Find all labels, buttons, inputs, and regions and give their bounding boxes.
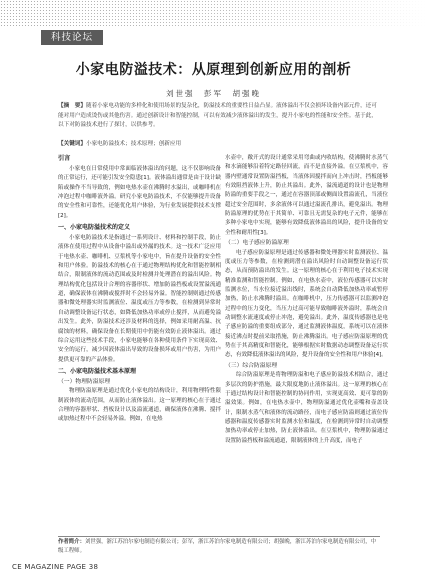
keywords-label: 【关键词】 <box>58 141 86 147</box>
section-heading: 一、小家电防溢技术的定义 <box>58 224 131 232</box>
footnote-label: 作者简介： <box>58 539 85 545</box>
header-band <box>0 0 427 26</box>
section-tag: 科技论坛 <box>41 30 103 45</box>
abstract <box>58 102 378 131</box>
left-column <box>58 154 221 425</box>
body-paragraph: 物理防溢原理是通过优化小家电的结构设计，利用物理特性限制液体的流动范围，从而防止液体溢出。这一原理的核心在于通过合理的容器形状、挡板设计以及溢流通道，确保液体在沸腾、搅拌或加热过程中不会轻易外溢。例如，在电热 <box>58 388 221 423</box>
header-dot-pattern <box>0 0 427 26</box>
footnote-text: 刘世强，浙江苏泊尔家电制造有限公司；彭军，浙江苏泊尔家电制造有限公司；胡强晚，浙江苏泊尔家电制造有限公司，中级工程师。 <box>58 539 377 554</box>
article-authors: 刘世强 彭军 胡强晚 <box>166 89 261 98</box>
section-heading: 引言 <box>58 155 71 162</box>
keywords-text: 小家电防溢技术；技术原理；创新应用 <box>85 141 182 147</box>
body-paragraph: 小家电防溢技术是指通过一系列设计、材料和控制手段，防止液体在使用过程中从设备中溢出或外漏的技术。这一技术广泛应用于电热水壶、咖啡机、豆浆机等小家电中，旨在提升设备的安全性和用户体验。防溢技术的核心在于通过物理结构优化和智能控制相结合，限制液体的流动范围或及时检测并处理潜在的溢出风险。物理结构优化包括设计合理的容器形状、增加防溢挡板或设置溢流通道，确保液体在沸腾或搅拌时不会轻易外溢。智能控制则通过传感器和微处理器实时监测液位、温度或压力等参数，在检测到异常时自动调整设备运行状态，如降低加热功率或停止搅拌，从而避免溢出发生。此外，防溢技术还涉及材料的选择，例如采用耐高温、抗腐蚀的材料，确保设备在长期使用中仍能有效防止液体溢出。通过综合运用这些技术手段，小家电能够在各种使用条件下实现高效、安全的运行，减少因液体溢出导致的设备损坏或用户伤害，为用户提供更可靠的产品体验。 <box>58 235 221 363</box>
body-paragraph: 综合防溢原理是将物理防溢和电子感应防溢技术相结合，通过多层次的防护措施，最大限度地防止液体溢出。这一原理的核心在于通过结构设计和智能控制的协同作用，实现更高效、更可靠的防溢效果。例如，在电热水壶中，物理防溢通过优化壶嘴和壶盖设计，限制水蒸气和液体的流动路径，而电子感应防溢则通过液位传感器和温度传感器实时监测水位和温度，在检测到异常时自动调整加热功率或停止加热，防止液体溢出。在豆浆机中，物理防溢通过设置防溢挡板和溢流通道，限制液体的上升高度，而电子 <box>225 372 388 444</box>
body-paragraph: 小家电在日常使用中常面临液体溢出的问题，这不仅影响设备的正常运行，还可能引发安全隐患[1]。液体溢出通常是由于设计缺陷或操作不当导致的，例如电热水壶在沸腾时水溢出，或咖啡机在冲泡过程中咖啡液外溢。研究小家电防溢技术，不仅能够提升设备的安全性和可靠性，还能优化用户体验，为行业发展提供技术支撑[2]。 <box>58 166 221 219</box>
page-footer: CE MAGAZINE PAGE 38 <box>12 563 99 571</box>
subsection-heading: （三）综合防溢原理 <box>225 362 278 369</box>
body-paragraph: 水壶中，敞开式的设计通常采用弯曲或内收结构，使沸腾时水蒸气和水滴能够沿着特定路径回流，而不是直接外溢。在豆浆机中，容器内壁通常设置防溢挡板，当液体因搅拌而向上冲击时，挡板能够有效阻挡液体上升，防止其溢出。此外，溢流通道的设计也是物理防溢的重要手段之一，通过在容器顶部或侧面设置溢流孔，当液位超过安全范围时，多余液体可以通过溢流孔排出，避免溢出。物理防溢原理的优势在于其简单、可靠且无需复杂的电子元件，能够在多种小家电中实现，能够有效降低液体溢出的风险，提升设备的安全性和耐用性[3]。 <box>225 155 388 236</box>
article-title: 小家电防溢技术：从原理到创新应用的剖析 <box>75 62 352 78</box>
author-footnote <box>58 538 380 555</box>
right-column <box>225 154 388 446</box>
subsection-heading: （一）物理防溢原理 <box>58 378 111 385</box>
keywords <box>58 140 378 149</box>
abstract-label: 【摘 要】 <box>58 103 86 109</box>
subsection-heading: （二）电子感应防溢原理 <box>225 240 289 247</box>
section-heading: 二、小家电防溢技术基本原理 <box>58 367 137 375</box>
body-paragraph: 电子感应防溢原理是通过传感器和微处理器实时监测液位、温度或压力等参数，在检测到潜在溢出风险时自动调整设备运行状态，从而预防溢出的发生。这一原理的核心在于利用电子技术实现精准监测和智能控制。例如，在电热水壶中，液位传感器可以实时监测水位，当水位接近溢出线时，系统会自动降低加热功率或暂停加热，防止水沸腾时溢出。在咖啡机中，压力传感器可以监测冲泡过程中的压力变化，当压力过高可能导致咖啡液外溢时，系统会自动调整水流速度或停止冲泡，避免溢出。此外，温度传感器也是电子感应防溢的重要组成部分，通过监测液体温度，系统可以在液体接近沸点时提前采取措施，防止沸腾溢出。电子感应防溢原理的优势在于其高精度和智能化，能够根据实时数据动态调整设备运行状态，有效降低液体溢出的风险，提升设备的安全性和用户体验[4]。 <box>225 249 388 359</box>
footnote-divider <box>58 536 380 537</box>
abstract-text: 随着小家电功能的多样化和使用场景的复杂化，防溢技术的重要性日益凸显。液体溢出不仅会损坏设备内部元件，还可能对用户造成烫伤或其他伤害。通过创新设计和智能控制，可以有效减少液体溢出的发生，提升小家电的性能和安全性。基于此，以下对防溢技术进行了探讨，以供参考。 <box>58 103 377 129</box>
